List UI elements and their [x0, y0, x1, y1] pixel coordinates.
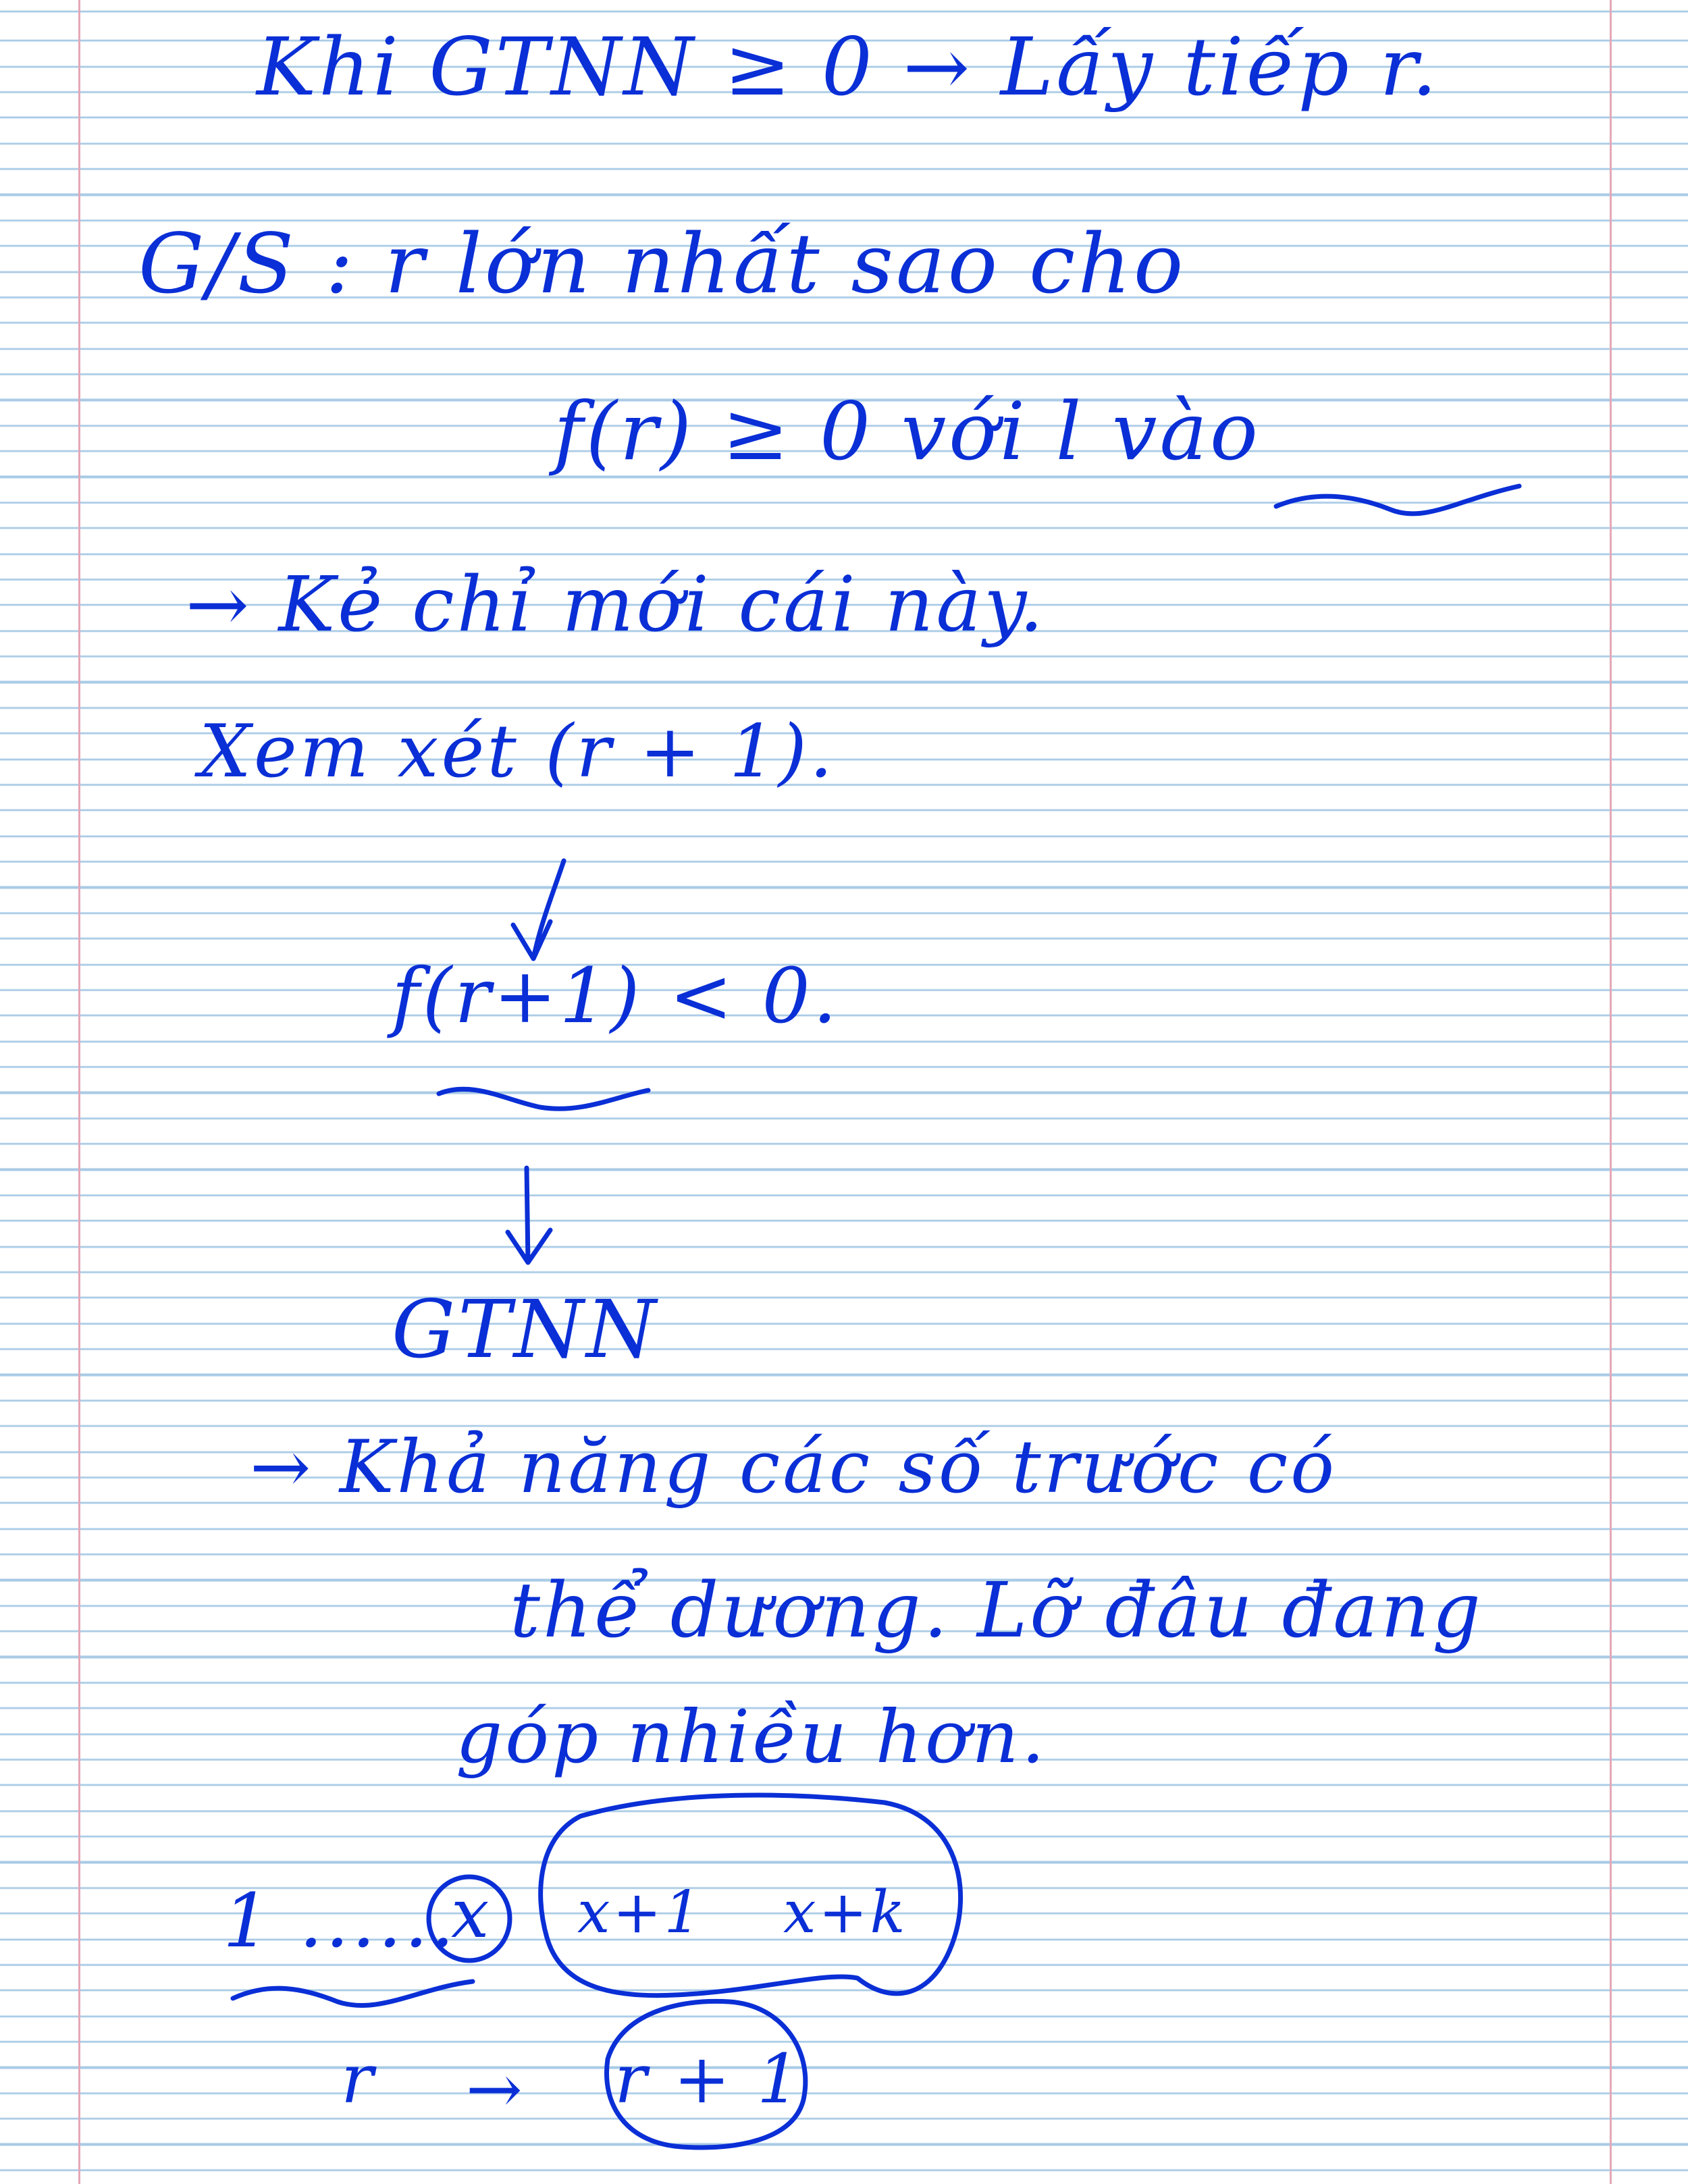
diagram-r-label: r — [341, 2040, 376, 2119]
squiggle-under-l-vao — [1276, 486, 1519, 514]
diagram-arrow: → — [466, 2050, 525, 2129]
note-line-9: thể dương. Lỡ đâu đang — [510, 1567, 1483, 1655]
note-line-4: → Kẻ chỉ mới cái này. — [186, 561, 1047, 649]
underline-f-r-plus-1 — [439, 1089, 648, 1109]
note-line-5: Xem xét (r + 1). — [199, 710, 836, 794]
note-line-2: G/S : r lớn nhất sao cho — [138, 216, 1186, 312]
down-arrow-1 — [513, 861, 564, 959]
note-line-7: GTNN — [392, 1283, 659, 1376]
diagram-x-plus-k: x+k — [783, 1879, 908, 1946]
bubble-around-x-range — [541, 1795, 961, 1996]
note-line-3: f(r) ≥ 0 với l vào — [554, 385, 1261, 478]
down-arrow-2 — [508, 1168, 550, 1262]
diagram-x-plus-1: x+1 — [577, 1879, 704, 1946]
diagram-one-dots: 1 ...... — [223, 1877, 457, 1964]
circle-around-x — [429, 1874, 510, 1961]
diagram-r-plus-1: r + 1 — [614, 2040, 803, 2119]
note-line-1: Khi GTNN ≥ 0 → Lấy tiếp r. — [257, 20, 1440, 113]
diagram-x-circled: x — [451, 1874, 492, 1953]
circle-around-r-plus-1 — [606, 2001, 805, 2148]
note-line-6: f(r+1) < 0. — [392, 953, 840, 1040]
squiggle-under-one-dots — [233, 1981, 473, 2006]
note-line-8: → Khả năng các số trước có — [250, 1425, 1338, 1510]
note-line-10: góp nhiều hơn. — [456, 1695, 1048, 1780]
